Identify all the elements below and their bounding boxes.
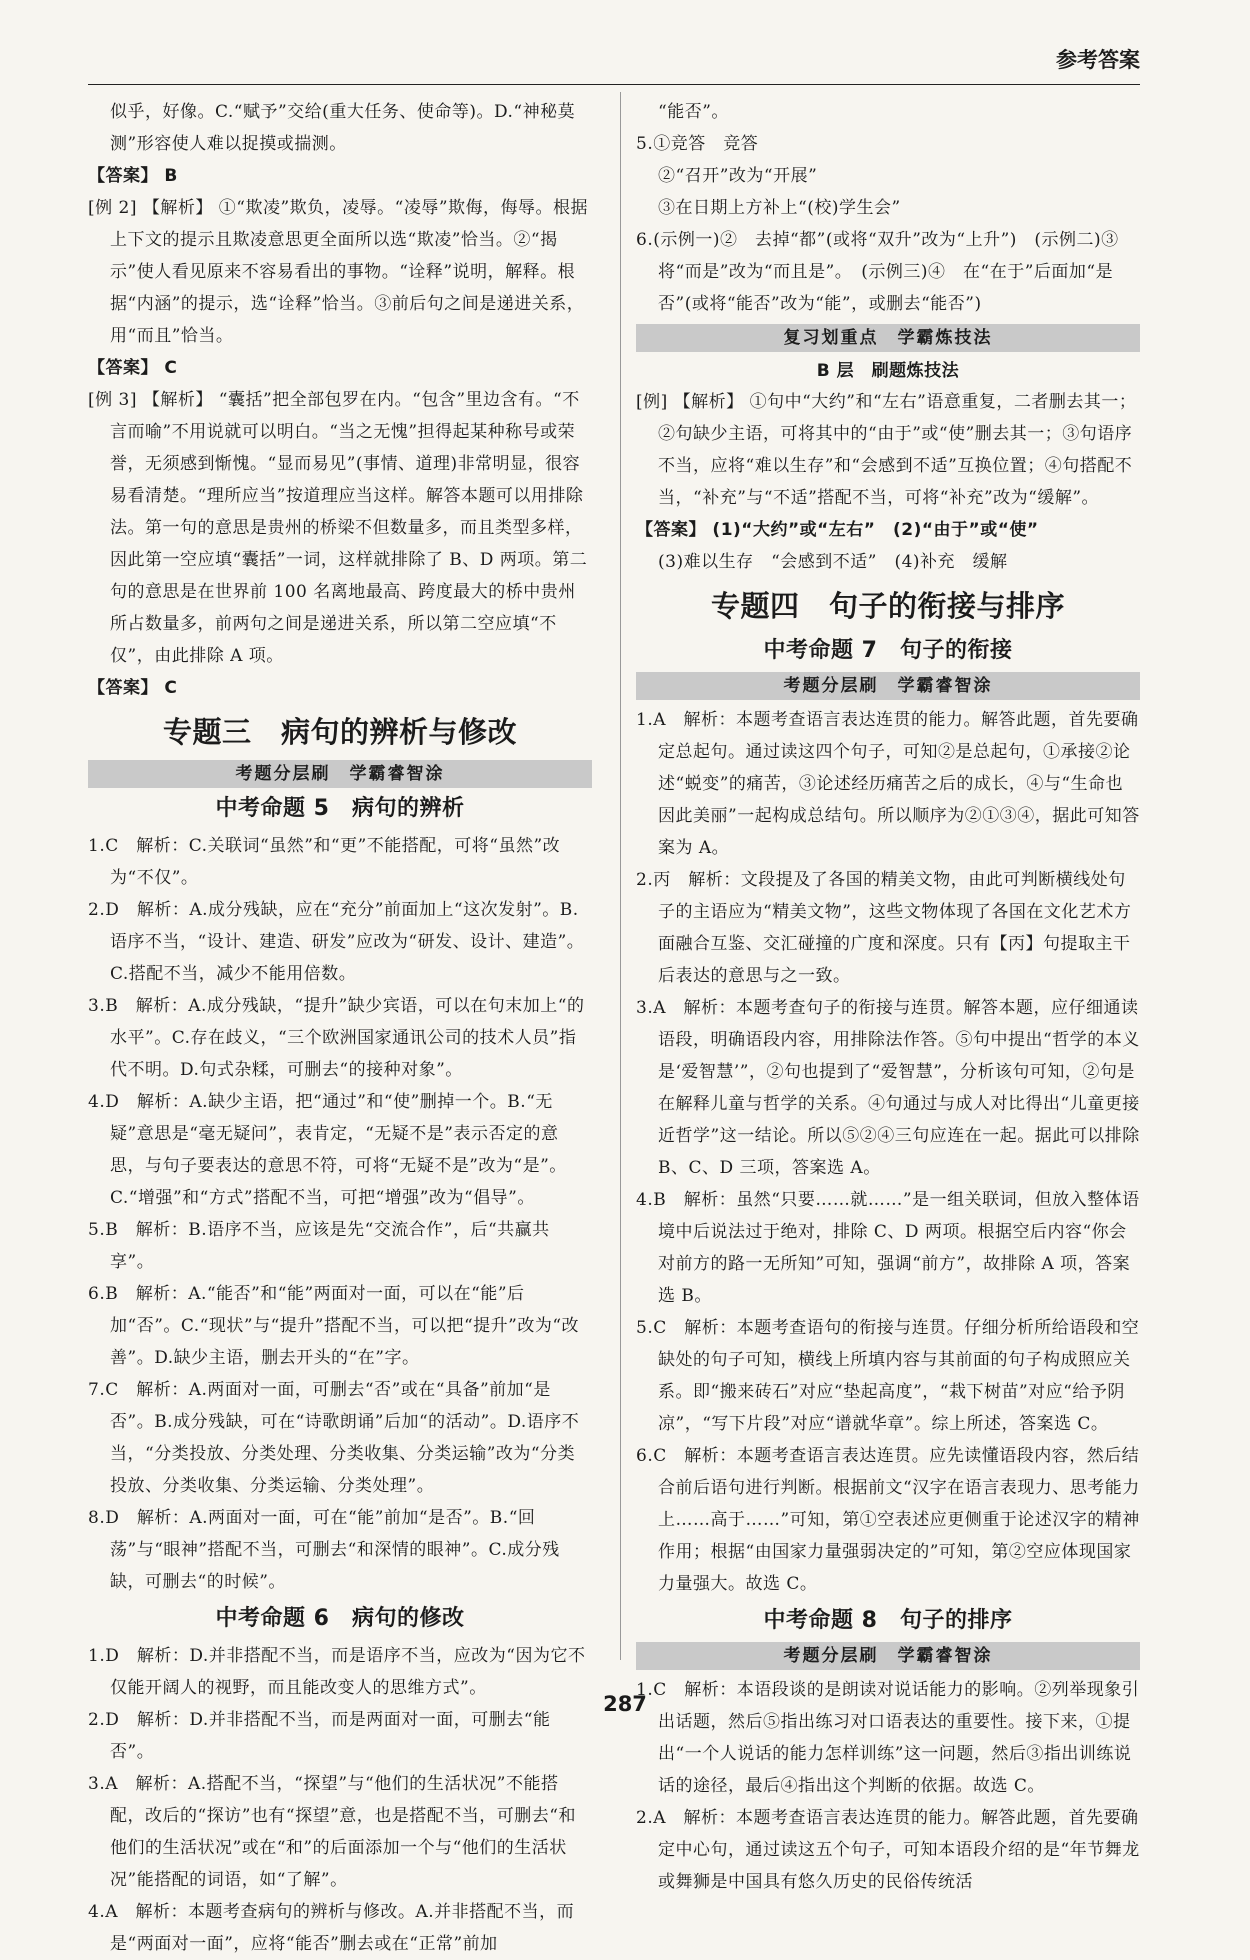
paragraph: 似乎，好像。C.“赋予”交给(重大任务、使命等)。D.“神秘莫测”形容使人难以捉摸或揣测。 bbox=[110, 102, 576, 154]
answer-item: 2.D 解析：A.成分残缺，应在“充分”前面加上“这次发射”。B.语序不当，“设计、建造、研发”应改为“研发、设计、建造”。C.搭配不当，减少不能用倍数。 bbox=[88, 900, 585, 984]
right-column bbox=[636, 96, 1140, 1898]
answer-item: 2.D 解析：D.并非搭配不当，而是两面对一面，可删去“能否”。 bbox=[88, 1710, 551, 1762]
section-band: 复习划重点 学霸炼技法 bbox=[636, 324, 1140, 352]
answer-line: (3)难以生存 “会感到不适” (4)补充 缓解 bbox=[658, 552, 1008, 572]
answer-item: 3.A 解析：A.搭配不当，“探望”与“他们的生活状况”不能搭配，改后的“探访”也有“探望”意，也是搭配不当，可删去“和他们的生活状况”或在“和”的后面添加一个与“他们的生活状况”能搭配的词语，如“了解”。 bbox=[88, 1774, 576, 1890]
exam-heading: 中考命题 6 病句的修改 bbox=[215, 1606, 465, 1631]
answer-item: 1.C 解析：C.关联词“虽然”和“更”不能搭配，可将“虽然”改为“不仅”。 bbox=[88, 836, 561, 888]
answer-item: 4.A 解析：本题考查病句的辨析与修改。A.并非搭配不当，而是“两面对一面”，应将“能否”删去或在“正常”前加 bbox=[88, 1902, 575, 1954]
answer-item: ②“召开”改为“开展” bbox=[658, 166, 818, 186]
answer-line: 【答案】 C bbox=[88, 358, 178, 378]
answer-item: 6.B 解析：A.“能否”和“能”两面对一面，可以在“能”后加“否”。C.“现状”与“提升”搭配不当，可以把“提升”改为“改善”。D.缺少主语，删去开头的“在”字。 bbox=[88, 1284, 580, 1368]
answer-item: 3.A 解析：本题考查句子的衔接与连贯。解答本题，应仔细通读语段，明确语段内容，用排除法作答。⑤句中提出“哲学的本义是‘爱智慧’”，②句也提到了“爱智慧”，分析该句可知，②句是在解释儿童与哲学的关系。④句通过与成人对比得出“儿童更接近哲学”这一结论。所以⑤②④三句应连在一起。据此可以排除 B、C、D 三项，答案选 A。 bbox=[636, 998, 1140, 1178]
answer-item: 1.A 解析：本题考查语言表达连贯的能力。解答此题，首先要确定总起句。通过读这四个句子，可知②是总起句，①承接②论述“蜕变”的痛苦，③论述经历痛苦之后的成长，④与“生命也因此美丽”一起构成总结句。所以顺序为②①③④，据此可知答案为 A。 bbox=[636, 710, 1140, 858]
section-band: 考题分层刷 学霸睿智涂 bbox=[88, 760, 592, 788]
answer-item: 5.B 解析：B.语序不当，应该是先“交流合作”，后“共赢共享”。 bbox=[88, 1220, 550, 1272]
layer-heading: B 层 刷题炼技法 bbox=[816, 361, 960, 381]
answer-item: 6.(示例一)② 去掉“都”(或将“双升”改为“上升”) (示例二)③ 将“而是”改为“而且是”。 (示例三)④ 在“在于”后面加“是否”(或将“能否”改为“能”，或删去“能否”) bbox=[636, 230, 1137, 314]
answer-item: ③在日期上方补上“(校)学生会” bbox=[658, 198, 901, 218]
answer-item: 8.D 解析：A.两面对一面，可在“能”前加“是否”。B.“回荡”与“眼神”搭配不当，可删去“和深情的眼神”。C.成分残缺，可删去“的时候”。 bbox=[88, 1508, 560, 1592]
answer-item: 3.B 解析：A.成分残缺，“提升”缺少宾语，可以在句末加上“的水平”。C.存在歧义，“三个欧洲国家通讯公司的技术人员”指代不明。D.句式杂糅，可删去“的接种对象”。 bbox=[88, 996, 585, 1080]
answer-line: 【答案】 C bbox=[88, 678, 178, 698]
page-number: 287 bbox=[603, 1692, 647, 1716]
answer-line: 【答案】 B bbox=[88, 166, 178, 186]
topic-heading: 专题四 句子的衔接与排序 bbox=[710, 589, 1065, 623]
answer-item: 1.C 解析：本语段谈的是朗读对说话能力的影响。②列举现象引出话题，然后⑤指出练习对口语表达的重要性。接下来，①提出“一个人说话的能力怎样训练”这一问题，然后③指出训练说话的途径，最后④指出这个判断的依据。故选 C。 bbox=[636, 1680, 1140, 1796]
column-divider bbox=[620, 92, 621, 1660]
exam-heading: 中考命题 7 句子的衔接 bbox=[763, 638, 1013, 663]
answer-line: 【答案】 (1)“大约”或“左右” (2)“由于”或“使” bbox=[636, 520, 1039, 540]
continued-text: “能否”。 bbox=[658, 102, 729, 122]
section-band: 考题分层刷 学霸睿智涂 bbox=[636, 672, 1140, 700]
section-band: 考题分层刷 学霸睿智涂 bbox=[636, 1642, 1140, 1670]
answer-item: 6.C 解析：本题考查语言表达连贯。应先读懂语段内容，然后结合前后语句进行判断。根据前文“汉字在语言表现力、思考能力上……高于……”可知，第①空表述应更侧重于论述汉字的精神作用；根据“由国家力量强弱决定的”可知，第②空应体现国家力量强大。故选 C。 bbox=[636, 1446, 1140, 1594]
left-column bbox=[88, 96, 592, 1960]
header-rule bbox=[88, 84, 1140, 85]
answer-item: 7.C 解析：A.两面对一面，可删去“否”或在“具备”前加“是否”。B.成分残缺，可在“诗歌朗诵”后加“的活动”。D.语序不当，“分类投放、分类处理、分类收集、分类运输”改为“分类投放、分类收集、分类运输、分类处理”。 bbox=[88, 1380, 580, 1496]
example-paragraph: [例 3] 【解析】 “囊括”把全部包罗在内。“包含”里边含有。“不言而喻”不用说就可以明白。“当之无愧”担得起某种称号或荣誉，无须感到惭愧。“显而易见”(事情、道理)非常明显，很容易看清楚。“理所应当”按道理应当这样。解答本题可以用排除法。第一句的意思是贵州的桥梁不但数量多，而且类型多样，因此第一空应填“囊括”一词，这样就排除了 B、D 两项。第二句的意思是在世界前 100 名离地最高、跨度最大的桥中贵州所占数量多，前两句之间是递进关系，所以第二空应填“不仅”，由此排除 A 项。 bbox=[88, 390, 588, 666]
answer-item: 5.C 解析：本题考查语句的衔接与连贯。仔细分析所给语段和空缺处的句子可知，横线上所填内容与其前面的句子构成照应关系。即“搬来砖石”对应“垫起高度”，“栽下树苗”对应“给予阴凉”，“写下片段”对应“谱就华章”。综上所述，答案选 C。 bbox=[636, 1318, 1140, 1434]
answer-item: 4.D 解析：A.缺少主语，把“通过”和“使”删掉一个。B.“无疑”意思是“毫无疑问”，表肯定，“无疑不是”表示否定的意思，与句子要表达的意思不符，可将“无疑不是”改为“是”。C.“增强”和“方式”搭配不当，可把“增强”改为“倡导”。 bbox=[88, 1092, 567, 1208]
answer-item: 1.D 解析：D.并非搭配不当，而是语序不当，应改为“因为它不仅能开阔人的视野，而且能改变人的思维方式”。 bbox=[88, 1646, 586, 1698]
answer-item: 4.B 解析：虽然“只要……就……”是一组关联词，但放入整体语境中后说法过于绝对，排除 C、D 两项。根据空后内容“你会对前方的路一无所知”可知，强调“前方”，故排除 A 项，答案选 B。 bbox=[636, 1190, 1140, 1306]
answer-item: 5.①竞答 竞答 bbox=[636, 134, 759, 154]
page-header-title: 参考答案 bbox=[1056, 48, 1140, 72]
topic-heading: 专题三 病句的辨析与修改 bbox=[162, 715, 517, 749]
exam-heading: 中考命题 8 句子的排序 bbox=[763, 1608, 1013, 1633]
example-paragraph: [例] 【解析】 ①句中“大约”和“左右”语意重复，二者删去其一；②句缺少主语，可将其中的“由于”或“使”删去其一；③句语序不当，应将“难以生存”和“会感到不适”互换位置；④句搭配不当，“补充”与“不适”搭配不当，可将“补充”改为“缓解”。 bbox=[636, 392, 1137, 508]
example-paragraph: [例 2] 【解析】 ①“欺凌”欺负，凌辱。“凌辱”欺侮，侮辱。根据上下文的提示且欺凌意思更全面所以选“欺凌”恰当。②“揭示”使人看见原来不容易看出的事物。“诠释”说明，解释。根据“内涵”的提示，选“诠释”恰当。③前后句之间是递进关系，用“而且”恰当。 bbox=[88, 198, 589, 346]
exam-heading: 中考命题 5 病句的辨析 bbox=[215, 796, 465, 821]
answer-item: 2.丙 解析：文段提及了各国的精美文物，由此可判断横线处句子的主语应为“精美文物”，这些文物体现了各国在文化艺术方面融合互鉴、交汇碰撞的广度和深度。只有【丙】句提取主干后表达的意思与之一致。 bbox=[636, 870, 1132, 986]
answer-item: 2.A 解析：本题考查语言表达连贯的能力。解答此题，首先要确定中心句，通过读这五个句子，可知本语段介绍的是“年节舞龙或舞狮是中国具有悠久历史的民俗传统活 bbox=[636, 1808, 1140, 1892]
